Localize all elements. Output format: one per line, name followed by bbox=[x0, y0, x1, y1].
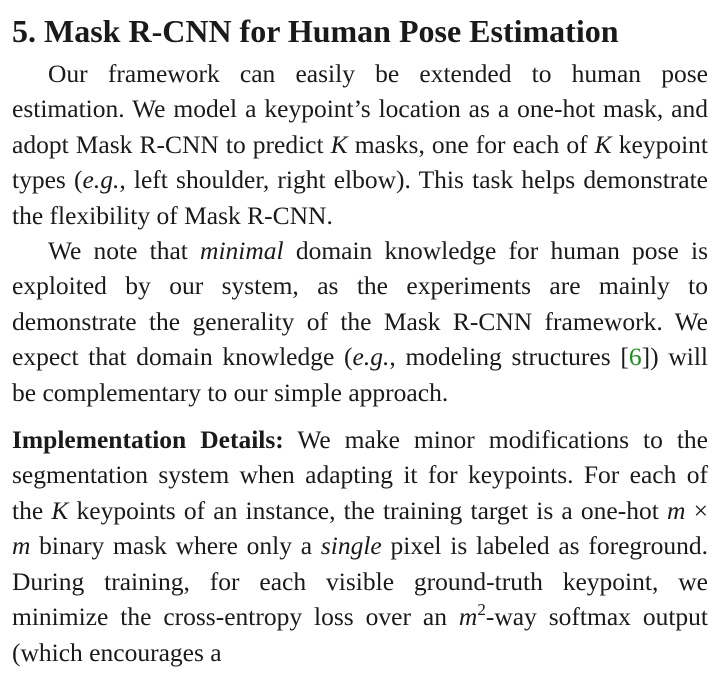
paragraph-implementation-details bbox=[12, 422, 708, 670]
citation-link[interactable]: 6 bbox=[628, 342, 642, 372]
text-run: ]) will be complementary to our simple approach. bbox=[12, 342, 709, 407]
emphasis-minimal: minimal bbox=[200, 236, 284, 266]
text-run: keypoints of an instance, the training target is a one-hot bbox=[68, 495, 668, 525]
section-title: Mask R-CNN for Human Pose Estimation bbox=[44, 13, 619, 49]
paragraph-framework-extension bbox=[12, 56, 708, 233]
text-run: masks, one for each of bbox=[347, 129, 595, 159]
math-variable-k: K bbox=[594, 129, 612, 159]
math-times: × bbox=[685, 495, 708, 525]
paragraph-domain-knowledge bbox=[12, 233, 708, 410]
run-in-heading: Implementation Details: bbox=[12, 425, 284, 455]
text-run: domain knowledge for human pose is exploited by our system, as the experiments are mainly to demonstrate the generality of the Mask R-CNN framework. We expect that domain knowledge ( bbox=[12, 236, 708, 372]
math-variable-m: m bbox=[667, 495, 686, 525]
text-run: , modeling structures [ bbox=[389, 342, 629, 372]
math-exponent: 2 bbox=[477, 600, 486, 620]
text-run: keypoint types ( bbox=[12, 129, 708, 195]
emphasis-eg: e.g. bbox=[82, 165, 120, 195]
emphasis-single: single bbox=[320, 531, 382, 561]
section-number: 5. bbox=[12, 13, 36, 49]
text-run: pixel is labeled as foreground. During training, for each visible ground-truth keypoint, we minimize the cross-entropy loss over an bbox=[12, 531, 709, 632]
text-run: -way softmax output (which encourages a bbox=[12, 602, 708, 667]
section-heading bbox=[12, 6, 708, 56]
paper-page bbox=[12, 6, 708, 670]
math-variable-m: m bbox=[12, 531, 31, 561]
text-run: We make minor modifications to the segmentation system when adapting it for keypoints. For each of the bbox=[12, 425, 708, 525]
emphasis-eg: e.g. bbox=[352, 342, 390, 372]
text-run: Our framework can easily be extended to human pose estimation. We model a keypoint’s location as a one-hot mask, and adopt Mask R-CNN to predict bbox=[12, 59, 708, 159]
math-variable-k: K bbox=[51, 495, 69, 525]
text-run: We note that bbox=[48, 236, 201, 266]
math-variable-k: K bbox=[330, 129, 348, 159]
text-run: binary mask where only a bbox=[30, 531, 321, 561]
text-run: , left shoulder, right elbow). This task helps demonstrate the flexibility of Mask R-CNN. bbox=[12, 165, 708, 230]
math-variable-m: m bbox=[458, 602, 478, 632]
